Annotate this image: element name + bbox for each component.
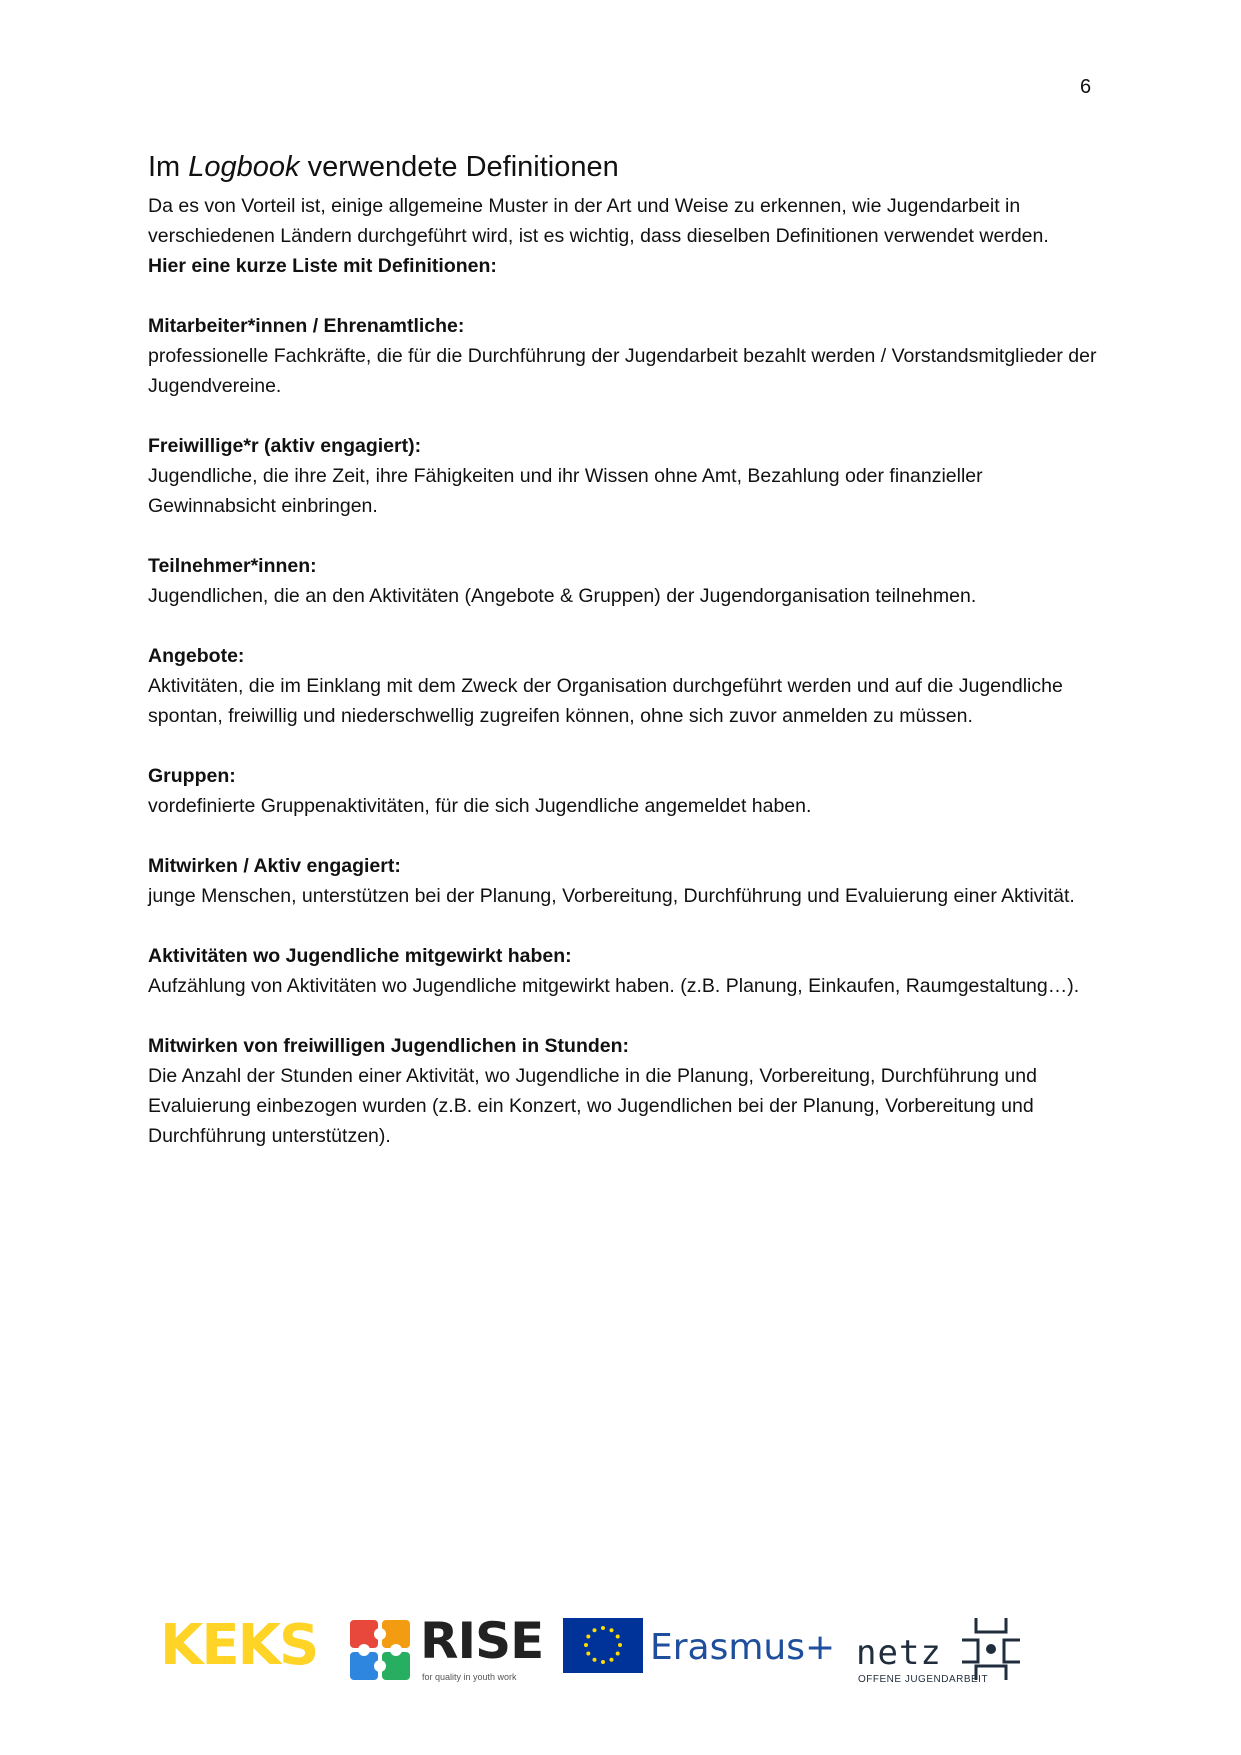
definition-item (148, 551, 1098, 611)
definition-item (148, 761, 1098, 821)
definition-text: Jugendliche, die ihre Zeit, ihre Fähigkeiten und ihr Wissen ohne Amt, Bezahlung oder finanzieller Gewinnabsicht einbringen. (148, 464, 983, 517)
definition-term: Mitwirken von freiwilligen Jugendlichen in Stunden: (148, 1034, 630, 1057)
definition-item (148, 311, 1098, 401)
definition-text: vordefinierte Gruppenaktivitäten, für die sich Jugendliche angemeldet haben. (148, 794, 812, 817)
title-prefix: Im (148, 151, 189, 183)
netz-wordmark: netz (856, 1633, 942, 1673)
definition-text: Aufzählung von Aktivitäten wo Jugendliche mitgewirkt haben. (z.B. Planung, Einkaufen, Raumgestaltung…). (148, 974, 1080, 997)
netz-tagline: OFFENE JUGENDARBEIT (858, 1674, 989, 1685)
definition-item (148, 641, 1098, 731)
title-italic: Logbook (188, 151, 300, 183)
page-title (148, 150, 1098, 185)
eu-stars-icon (563, 1618, 643, 1673)
intro-paragraph: Da es von Vorteil ist, einige allgemeine Muster in der Art und Weise zu erkennen, wie Jugendarbeit in verschiedenen Ländern durchgeführt wird, ist es wichtig, dass dieselben Definitionen verwendet werden. (148, 194, 1049, 247)
rise-tagline: for quality in youth work (422, 1672, 517, 1682)
definition-term: Freiwillige*r (aktiv engagiert): (148, 434, 422, 457)
erasmus-logo: Erasmus+ (650, 1627, 836, 1668)
definition-text: Aktivitäten, die im Einklang mit dem Zweck der Organisation durchgeführt werden und auf die Jugendliche spontan, freiwillig und niederschwellig zugreifen können, ohne sich zuvor anmelden zu müssen. (148, 674, 1063, 727)
definition-term: Gruppen: (148, 764, 236, 787)
page-number: 6 (1080, 76, 1092, 98)
definition-text: professionelle Fachkräfte, die für die Durchführung der Jugendarbeit bezahlt werden / Vorstandsmitglieder der Jugendvereine. (148, 344, 1097, 397)
netz-logo (856, 1614, 1056, 1694)
definition-item (148, 941, 1098, 1001)
definition-item (148, 1031, 1098, 1151)
definition-term: Teilnehmer*innen: (148, 554, 317, 577)
document-body (148, 150, 1098, 1151)
footer-logos (150, 1600, 1050, 1700)
keks-logo: KEKS (160, 1613, 318, 1678)
definition-item (148, 431, 1098, 521)
definition-term: Mitarbeiter*innen / Ehrenamtliche: (148, 314, 465, 337)
title-suffix: verwendete Definitionen (299, 151, 619, 183)
definition-text: Die Anzahl der Stunden einer Aktivität, wo Jugendliche in die Planung, Vorbereitung, Durchführung und Evaluierung einbezogen wurden (z.B. ein Konzert, wo Jugendlichen bei der Planung, Vorbereitung und Durchführung unterstützen). (148, 1064, 1037, 1147)
definition-text: junge Menschen, unterstützen bei der Planung, Vorbereitung, Durchführung und Evaluierung einer Aktivität. (148, 884, 1075, 907)
rise-wordmark: RISE (420, 1612, 544, 1670)
rise-puzzle-icon (348, 1618, 412, 1682)
definition-term: Angebote: (148, 644, 245, 667)
definition-term: Mitwirken / Aktiv engagiert: (148, 854, 401, 877)
definition-text: Jugendlichen, die an den Aktivitäten (Angebote & Gruppen) der Jugendorganisation teilnehmen. (148, 584, 977, 607)
rise-logo (348, 1612, 544, 1686)
intro-list-heading: Hier eine kurze Liste mit Definitionen: (148, 254, 497, 277)
definition-term: Aktivitäten wo Jugendliche mitgewirkt haben: (148, 944, 572, 967)
definition-item (148, 851, 1098, 911)
eu-flag-icon (563, 1618, 643, 1673)
